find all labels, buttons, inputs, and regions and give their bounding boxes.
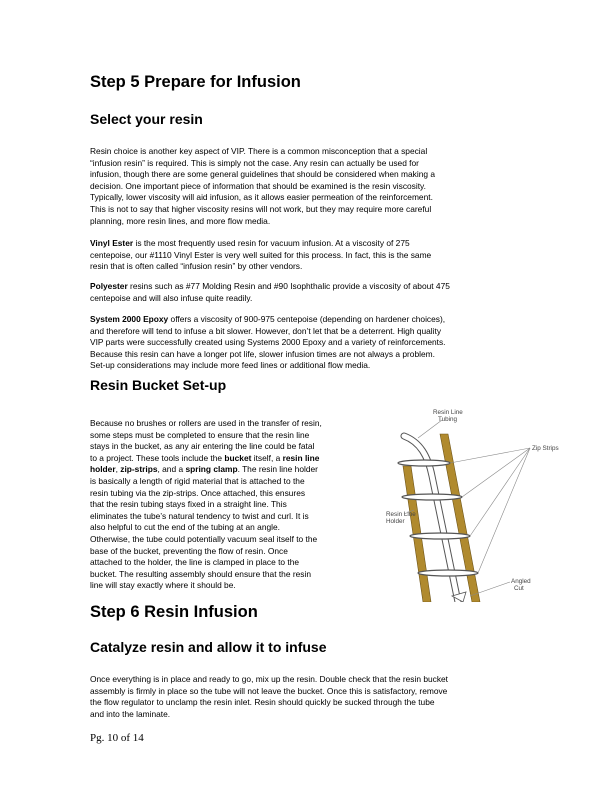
- text-line: the flow regulator to unclamp the resin inlet. Resin should quickly be sucked through the tube: [90, 697, 435, 708]
- text-line: resin tubing via the zip-strips. Once attached, this ensures: [90, 487, 306, 498]
- text-line: decision. One important piece of information that should be examined is the resin viscosity.: [90, 180, 426, 191]
- text-line: Set-up considerations may include more feed lines or additional flow media.: [90, 360, 371, 371]
- text-line: bucket. The resulting assembly should ensure that the resin: [90, 568, 311, 579]
- text-line: [90, 453, 322, 465]
- zip-strip: [418, 570, 478, 576]
- catalyze-heading: Catalyze resin and allow it to infuse: [90, 639, 327, 655]
- text-line: is basically a length of rigid material that is attached to the: [90, 475, 305, 486]
- text-line: planning, more resin lines, and more flow media.: [90, 215, 271, 226]
- step5-heading: Step 5 Prepare for Infusion: [90, 73, 301, 91]
- text-line: also helpful to cut the end of the tubing at an angle.: [90, 522, 280, 533]
- zip-strip: [402, 494, 462, 500]
- text-line: [90, 314, 446, 326]
- resin-line-holder-diagram: [380, 406, 570, 602]
- resin-line-term: resin line: [282, 452, 320, 463]
- text-line: Resin choice is another key aspect of VIP. There is a common misconception that a special: [90, 146, 428, 156]
- text-line: infusion, though there are some general guidelines that should be considered when making a: [90, 169, 435, 180]
- text-line: assembly is firmly in place so the tube will not leave the bucket. Once this is satisfactory, remove: [90, 685, 448, 696]
- text-fragment: itself, a: [251, 452, 283, 463]
- text-line: centepoise and will also infuse quite readily.: [90, 292, 253, 303]
- text-fragment: offers a viscosity of 900-975 centepoise (depending on hardener choices),: [168, 314, 446, 324]
- label-zip-strips: Zip Strips: [532, 445, 559, 452]
- text-line: some steps must be completed to ensure that the resin line: [90, 429, 310, 440]
- text-line: VIP parts were successfully created using Systems 2000 Epoxy and a variety of reinforcements.: [90, 337, 446, 348]
- text-line: centepoise, our #1110 Vinyl Ester is very well suited for this process. In fact, this is the same: [90, 249, 432, 260]
- label-holder-line2: Holder: [386, 518, 405, 525]
- text-fragment: resins such as #77 Molding Resin and #90 Isophthalic provide a viscosity of about 475: [127, 281, 450, 291]
- label-angled-line2: Cut: [514, 585, 524, 592]
- page-number: Pg. 10 of 14: [90, 732, 144, 744]
- text-line: and into the laminate.: [90, 708, 171, 719]
- text-line: that the resin tubing stays fixed in a straight line. This: [90, 499, 287, 510]
- holder-term: holder: [90, 464, 116, 475]
- zip-strip: [410, 533, 470, 539]
- text-fragment: to a project. These tools include the: [90, 452, 225, 463]
- polyester-paragraph: [90, 281, 450, 304]
- label-tubing-line2: Tubing: [438, 416, 458, 423]
- polyester-term: Polyester: [90, 281, 128, 291]
- resin-bucket-heading: Resin Bucket Set-up: [90, 377, 227, 393]
- text-fragment: . The resin line holder: [237, 464, 318, 475]
- catalyze-paragraph: [90, 674, 448, 720]
- text-line: Because this resin can have a longer pot life, slower infusion times are not always a problem.: [90, 348, 435, 359]
- bucket-term: bucket: [224, 452, 252, 463]
- text-line: Typically, lower viscosity will aid infusion, as it allows easier permeation of the reinforcement.: [90, 192, 433, 203]
- step6-heading: Step 6 Resin Infusion: [90, 603, 258, 621]
- text-fragment: ,: [115, 464, 121, 475]
- text-line: line will stay exactly where it should be.: [90, 580, 236, 591]
- text-line: Because no brushes or rollers are used in the transfer of resin,: [90, 418, 322, 428]
- system2000-term: System 2000 Epoxy: [90, 314, 169, 324]
- text-line: attached to the holder, the line is clamped in place to the: [90, 557, 300, 568]
- text-fragment: , and a: [157, 464, 186, 475]
- holder-bar-right: [440, 434, 480, 602]
- label-holder-line1: Resin Line: [386, 511, 416, 518]
- vinyl-ester-paragraph: [90, 238, 431, 273]
- spring-clamp-term: spring clamp: [185, 464, 238, 475]
- text-line: resin that is often called “infusion resin” by other vendors.: [90, 261, 303, 272]
- vinyl-ester-term: Vinyl Ester: [90, 238, 134, 248]
- text-line: This is not to say that higher viscosity resins will not work, but they may require more careful: [90, 203, 432, 214]
- text-line: stays in the bucket, as any air entering the line could be fatal: [90, 441, 315, 452]
- text-line: [90, 238, 431, 250]
- text-fragment: is the most frequently used resin for vacuum infusion. At a viscosity of 275: [133, 238, 410, 248]
- zip-strips-term: zip-strips: [120, 464, 158, 475]
- text-line: and therefore will tend to infuse a bit slower. However, don’t let that be a deterrent. High quality: [90, 325, 442, 336]
- text-line: [90, 281, 450, 293]
- label-tubing-line1: Resin Line: [433, 409, 463, 416]
- select-resin-heading: Select your resin: [90, 111, 203, 127]
- text-line: [90, 464, 322, 476]
- text-line: “infusion resin” is required. This is simply not the case. Any resin can actually be used for: [90, 157, 419, 168]
- bucket-paragraph: [90, 418, 322, 592]
- system2000-paragraph: [90, 314, 446, 372]
- text-line: Otherwise, the tube could potentially vacuum seal itself to the: [90, 533, 318, 544]
- label-angled-line1: Angled: [511, 578, 531, 585]
- zip-strip: [398, 460, 450, 466]
- text-line: base of the bucket, preventing the flow of resin. Once: [90, 545, 288, 556]
- resin-line-holder-figure: [380, 406, 570, 602]
- text-line: eliminates the tube’s natural tendency to twist and curl. It is: [90, 510, 309, 521]
- text-line: Once everything is in place and ready to go, mix up the resin. Double check that the resin bucket: [90, 674, 448, 684]
- resin-choice-paragraph: [90, 146, 435, 227]
